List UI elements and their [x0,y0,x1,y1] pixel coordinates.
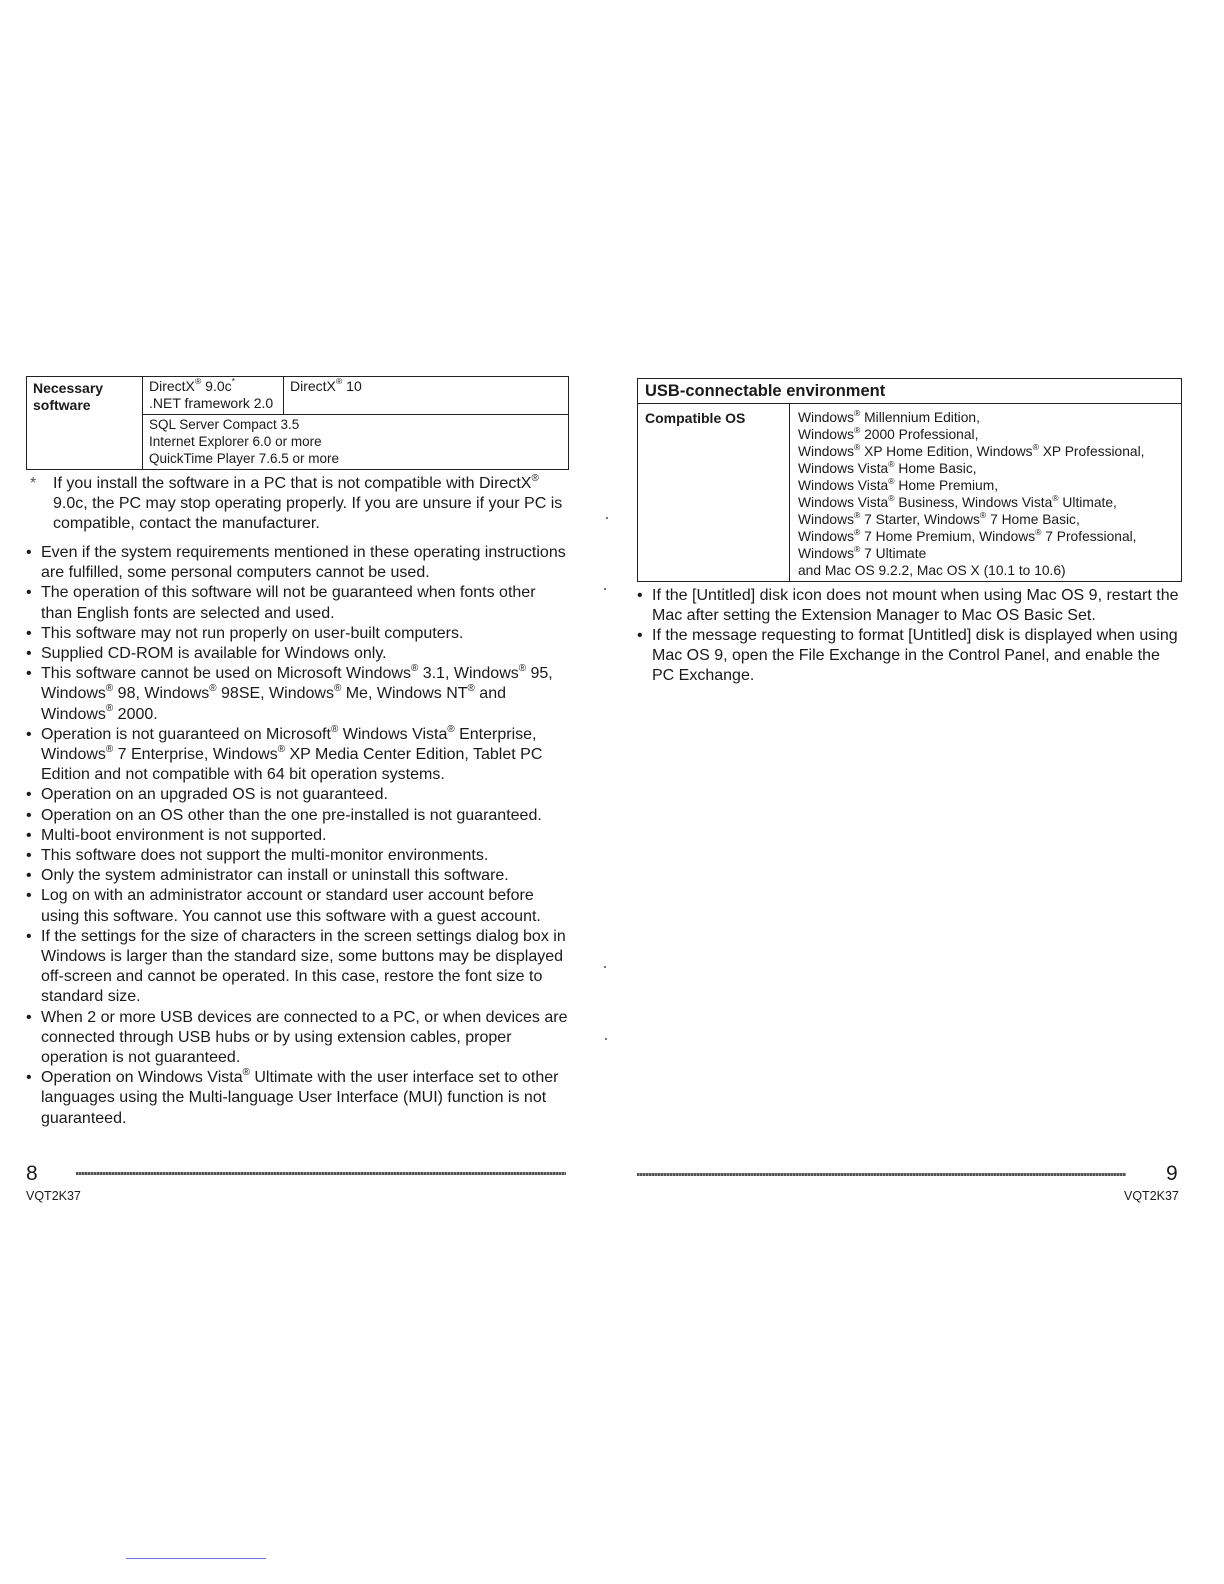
footer-rule-right [637,1173,1126,1176]
list-item [26,644,571,664]
right-page [637,378,1182,686]
bullet-icon: • [26,665,32,683]
footer-rule-left [76,1172,566,1175]
bullet-icon: • [26,1069,32,1087]
list-item-text: Operation is not guaranteed on Microsoft® Windows Vista® Enterprise, Windows® 7 Enterprise, Windows® XP Media Center Edition, Tablet PC Edition and not compatible with 64 bit operation systems. [41,723,543,784]
compatible-os-list [790,404,1181,581]
list-item [26,785,571,805]
table-cell: DirectX® 10 [284,377,569,415]
scan-speck [605,1038,607,1040]
compatible-os-row [638,404,1181,581]
list-item-text: If the message requesting to format [Untitled] disk is displayed when using Mac OS 9, open the File Exchange in the Control Panel, and enable the PC Exchange. [652,627,1178,684]
bullet-icon: • [26,887,32,905]
list-item [26,664,571,725]
list-item-text: Log on with an administrator account or standard user account before using this software. You cannot use this software with a guest account. [41,887,541,925]
bullet-icon: • [26,725,32,743]
cell-line: QuickTime Player 7.6.5 or more [149,451,340,466]
list-item-text: Supplied CD-ROM is available for Windows only. [41,645,387,663]
scan-speck [604,966,606,968]
bullet-icon: • [637,627,643,644]
table-cell [143,415,569,470]
bullet-icon: • [26,826,32,844]
box-title: USB-connectable environment [638,379,1181,404]
software-requirements-table [26,376,569,470]
cell-line: SQL Server Compact 3.5 [149,417,300,432]
list-item [26,543,571,583]
list-item [26,1008,571,1069]
list-item-text: This software may not run properly on user-built computers. [41,624,464,642]
bullet-icon: • [26,624,32,642]
list-item [26,583,571,623]
os-line: Windows® Millennium Edition, [798,407,980,425]
bullet-icon: • [26,584,32,602]
os-line: Windows Vista® Business, Windows Vista® Ultimate, [798,492,1117,510]
bullet-icon: • [26,806,32,824]
os-line: Windows® 7 Starter, Windows® 7 Home Basic, [798,509,1080,527]
list-item [637,626,1182,686]
bullet-icon: • [26,1008,32,1026]
table-label: Necessary software [27,377,143,470]
cell-line: DirectX® 9.0c* [149,376,236,394]
page-number-left: 8 [26,1162,38,1185]
bullet-icon: • [26,544,32,561]
os-line: Windows® 7 Home Premium, Windows® 7 Professional, [798,526,1137,544]
os-line: Windows Vista® Home Premium, [798,475,999,493]
os-line: Windows® 7 Ultimate [798,543,927,561]
stray-line [126,1558,266,1559]
usb-environment-box [637,378,1182,582]
bullet-icon: • [26,867,32,885]
list-item-text: The operation of this software will not be guaranteed when fonts other than English fonts are selected and used. [41,584,536,622]
document-code-right: VQT2K37 [1124,1189,1179,1203]
footnote-text: If you install the software in a PC that is not compatible with DirectX® 9.0c, the PC may stop operating properly. If you are unsure if your PC is compatible, contact the manufacturer. [53,472,563,532]
os-line: Windows® XP Home Edition, Windows® XP Professional, [798,441,1145,459]
list-item [26,1068,571,1129]
list-item-text: Operation on an OS other than the one pre-installed is not guaranteed. [41,806,542,824]
list-item-text: Even if the system requirements mentioned in these operating instructions are fulfilled, some personal computers cannot be used. [41,544,566,582]
bullet-icon: • [26,927,32,945]
list-item [26,927,571,1008]
os-line: Windows® 2000 Professional, [798,424,979,442]
cell-line: Internet Explorer 6.0 or more [149,434,322,449]
list-item-text: Multi-boot environment is not supported. [41,826,327,844]
document-code-left: VQT2K37 [26,1189,81,1203]
requirements-notes-list [26,543,571,1129]
list-item-text: Only the system administrator can install or uninstall this software. [41,867,509,885]
compatible-os-label: Compatible OS [638,404,790,581]
list-item-text: Operation on Windows Vista® Ultimate with the user interface set to other languages using the Multi-language User Interface (MUI) function is not guaranteed. [41,1066,559,1127]
left-page [26,376,571,1129]
usb-notes-list [637,586,1182,686]
list-item [26,866,571,886]
scan-speck [604,588,606,590]
scan-speck [606,517,608,519]
list-item [637,586,1182,626]
cell-line: .NET framework 2.0 [149,395,274,411]
list-item-text: This software cannot be used on Microsoft Windows® 3.1, Windows® 95, Windows® 98, Windows® 98SE, Windows® Me, Windows NT® and Windows® 2000. [41,662,553,723]
list-item-text: When 2 or more USB devices are connected to a PC, or when devices are connected through USB hubs or by using extension cables, proper operation is not guaranteed. [41,1008,568,1067]
page-number-right: 9 [1166,1162,1178,1185]
list-item [26,806,571,826]
bullet-icon: • [26,786,32,804]
table-cell [143,377,284,415]
bullet-icon: • [637,587,643,604]
os-line: and Mac OS 9.2.2, Mac OS X (10.1 to 10.6) [798,563,1066,578]
list-item-text: Operation on an upgraded OS is not guaranteed. [41,786,388,804]
list-item [26,725,571,786]
list-item-text: This software does not support the multi-monitor environments. [41,847,489,865]
list-item [26,846,571,866]
list-item [26,886,571,926]
os-line: Windows Vista® Home Basic, [798,458,977,476]
list-item [26,624,571,644]
bullet-icon: • [26,645,32,663]
asterisk-mark: * [30,475,37,492]
bullet-icon: • [26,847,32,865]
list-item-text: If the [Untitled] disk icon does not mount when using Mac OS 9, restart the Mac after setting the Extension Manager to Mac OS Basic Set. [652,587,1179,624]
list-item-text: If the settings for the size of characters in the screen settings dialog box in Windows is larger than the standard size, some buttons may be displayed off-screen and cannot be operated. In this case, restore the font size to standard size. [41,927,566,1006]
footnote [26,474,571,534]
list-item [26,826,571,846]
